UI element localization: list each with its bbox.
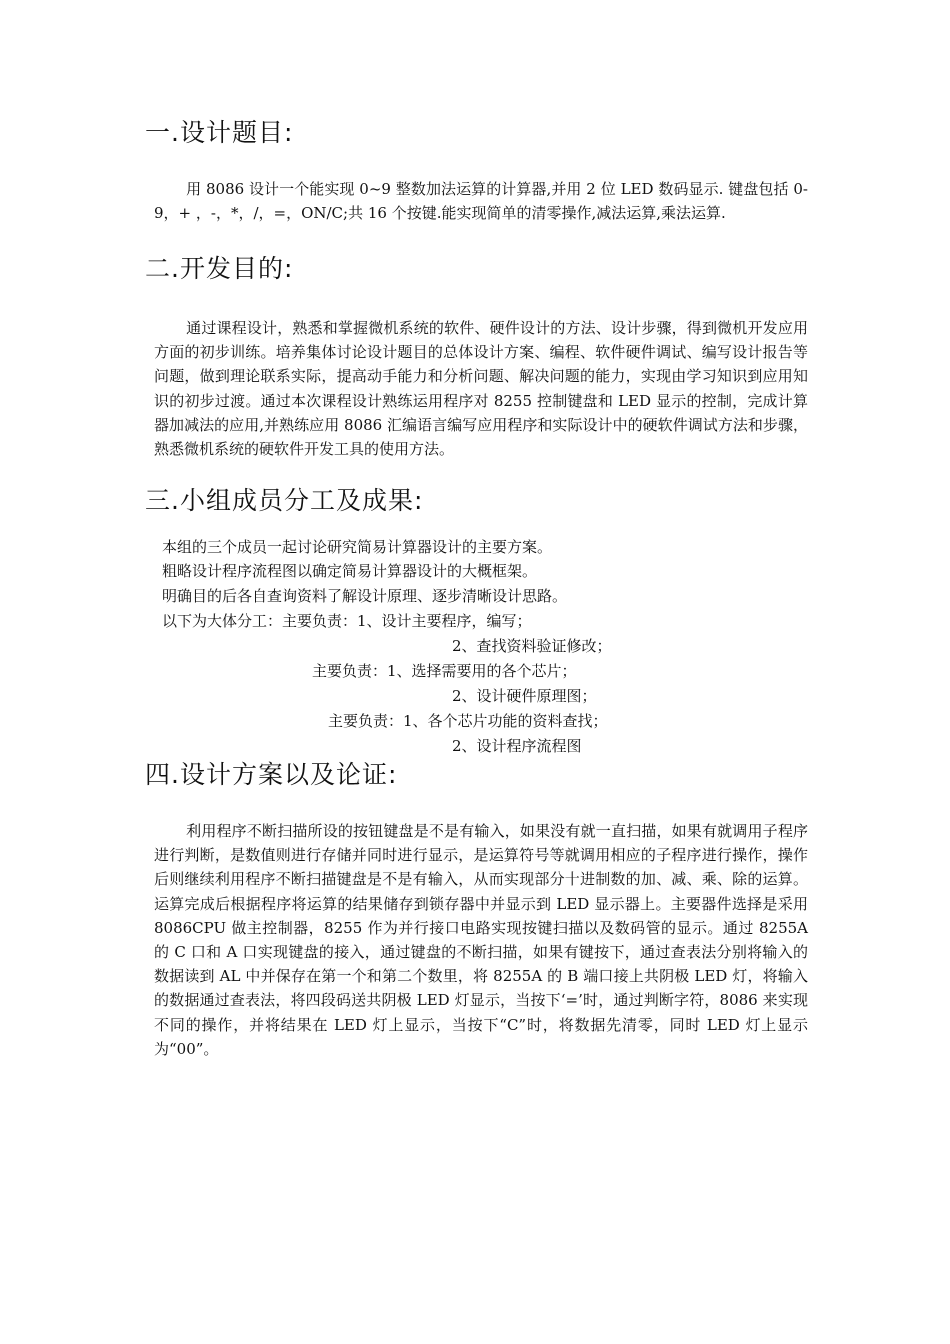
section-heading-topic: 一.设计题目:: [145, 118, 294, 147]
paragraph-design: [154, 819, 808, 1061]
paragraph-design-text: 利用程序不断扫描所设的按钮键盘是不是有输入，如果没有就一直扫描，如果有就调用子程序进行判断，是数值则进行存储并同时进行显示，是运算符号等就调用相应的子程序进行操作，操作后则继续利用程序不断扫描键盘是不是有输入，从而实现部分十进制数的加、减、乘、除的运算。运算完成后根据程序将运算的结果储存到锁存器中并显示到 LED 显示器上。主要器件选择是采用 8086CPU 做主控制器，8255 作为并行接口电路实现按键扫描以及数码管的显示。通过 8255A 的 C 口和 A 口实现键盘的接入，通过键盘的不断扫描，如果有键按下，通过查表法分别将输入的数据读到 AL 中并保存在第一个和第二个数里，将 8255A 的 B 端口接上共阴极 LED 灯，将输入的数据通过查表法，将四段码送共阴极 LED 灯显示，当按下‘=’时，通过判断字符，8086 来实现不同的操作，并将结果在 LED 灯上显示，当按下“C”时，将数据先清零，同时 LED 灯上显示为“00”。: [154, 822, 808, 1058]
team-line: 以下为大体分工：主要负责：1、设计主要程序，编写；: [162, 612, 532, 630]
paragraph-topic: [154, 177, 808, 225]
paragraph-purpose: [154, 316, 808, 461]
paragraph-topic-text: 用 8086 设计一个能实现 0~9 整数加法运算的计算器,并用 2 位 LED 数码显示. 键盘包括 0-9，+ ，-，*，/，=，ON/C;共 16 个按键.能实现简单的清零操作,减法运算,乘法运算.: [154, 180, 808, 223]
team-line: 粗略设计程序流程图以确定简易计算器设计的大概框架。: [162, 562, 538, 580]
team-line: 本组的三个成员一起讨论研究简易计算器设计的主要方案。: [162, 538, 553, 556]
team-line: 主要负责：1、各个芯片功能的资料查找；: [328, 712, 608, 730]
team-line: 2、设计程序流程图: [452, 737, 582, 755]
team-line: 2、查找资料验证修改；: [452, 637, 612, 655]
section-heading-team: 三.小组成员分工及成果:: [145, 486, 424, 515]
paragraph-purpose-text: 通过课程设计，熟悉和掌握微机系统的软件、硬件设计的方法、设计步骤，得到微机开发应用方面的初步训练。培养集体讨论设计题目的总体设计方案、编程、软件硬件调试、编写设计报告等问题，做到理论联系实际，提高动手能力和分析问题、解决问题的能力，实现由学习知识到应用知识的初步过渡。通过本次课程设计熟练运用程序对 8255 控制键盘和 LED 显示的控制，完成计算器加减法的应用,并熟练应用 8086 汇编语言编写应用程序和实际设计中的硬软件调试方法和步骤，熟悉微机系统的硬软件开发工具的使用方法。: [154, 319, 808, 459]
section-heading-purpose: 二.开发目的:: [145, 254, 294, 283]
team-line: 主要负责：1、选择需要用的各个芯片；: [312, 662, 577, 680]
team-line: 明确目的后各自查询资料了解设计原理、逐步清晰设计思路。: [162, 587, 568, 605]
section-heading-design: 四.设计方案以及论证:: [145, 760, 398, 789]
team-line: 2、设计硬件原理图；: [452, 687, 597, 705]
